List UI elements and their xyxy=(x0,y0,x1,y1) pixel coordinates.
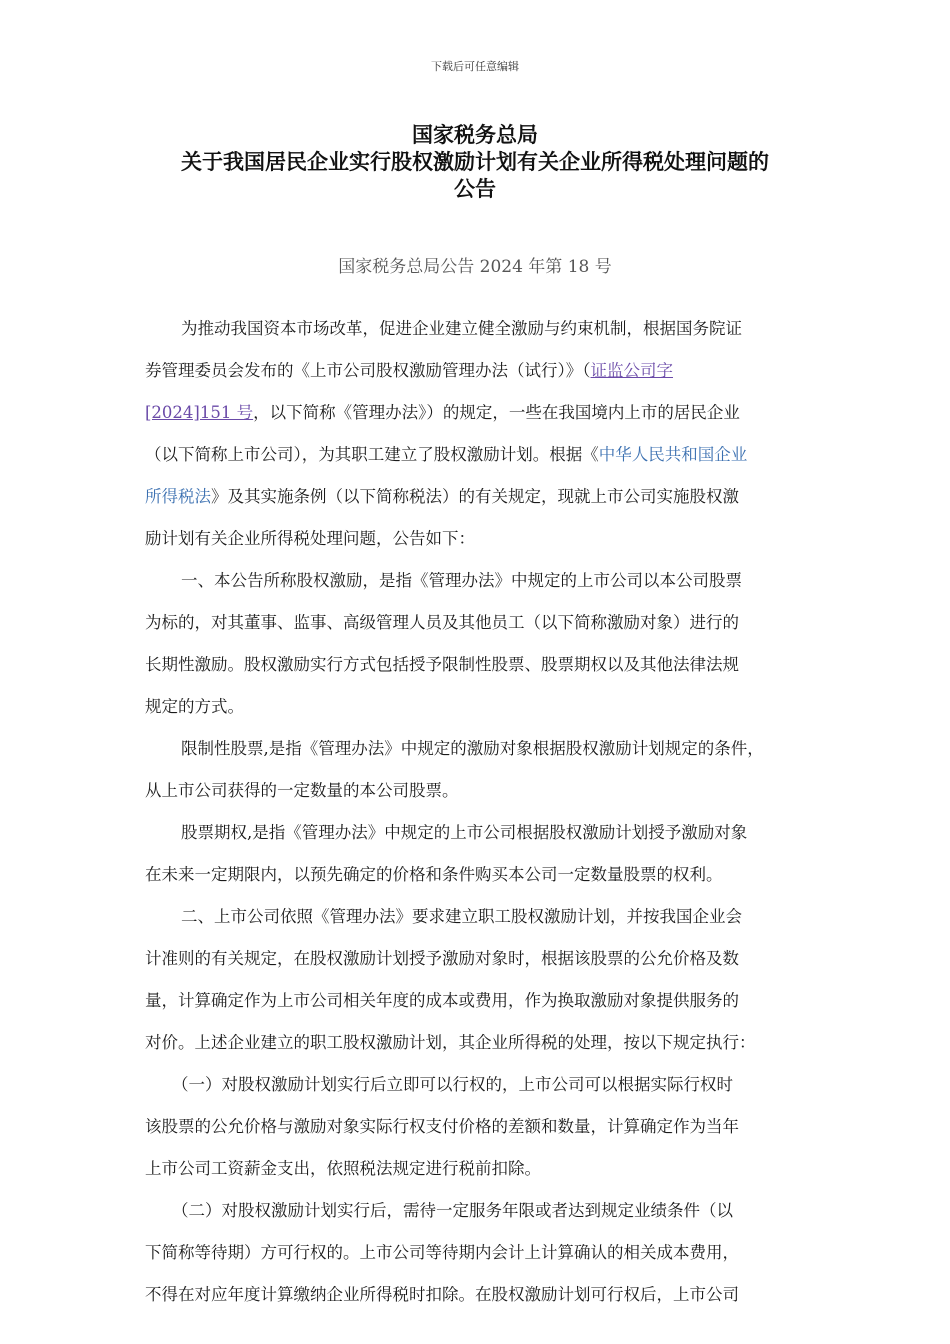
body-line: 该股票的公允价格与激励对象实际行权支付价格的差额和数量，计算确定作为当年 xyxy=(145,1117,739,1136)
body-line: 为标的，对其董事、监事、高级管理人员及其他员工（以下简称激励对象）进行的 xyxy=(145,613,739,632)
title-line-3: 公告 xyxy=(454,176,496,201)
body-line: （一）对股权激励计划实行后立即可以行权的，上市公司可以根据实际行权时 xyxy=(172,1075,733,1094)
body-line: 不得在对应年度计算缴纳企业所得税时扣除。在股权激励计划可行权后，上市公司 xyxy=(145,1285,739,1304)
body-line: 从上市公司获得的一定数量的本公司股票。 xyxy=(145,781,459,800)
body-line: 股票期权,是指《管理办法》中规定的上市公司根据股权激励计划授予激励对象 xyxy=(181,823,748,842)
body-line: 计准则的有关规定，在股权激励计划授予激励对象时，根据该股票的公允价格及数 xyxy=(145,949,739,968)
body-line: 量，计算确定作为上市公司相关年度的成本或费用，作为换取激励对象提供服务的 xyxy=(145,991,739,1010)
body-line: 规定的方式。 xyxy=(145,697,244,716)
body-line: （二）对股权激励计划实行后，需待一定服务年限或者达到规定业绩条件（以 xyxy=(172,1201,733,1220)
title-line-2: 关于我国居民企业实行股权激励计划有关企业所得税处理问题的 xyxy=(181,149,769,174)
body-line: 一、本公告所称股权激励，是指《管理办法》中规定的上市公司以本公司股票 xyxy=(181,571,742,590)
body-line: 为推动我国资本市场改革，促进企业建立健全激励与约束机制，根据国务院证 xyxy=(181,319,742,338)
announcement-number: 国家税务总局公告 2024 年第 18 号 xyxy=(338,257,612,277)
law-link[interactable]: 中华人民共和国企业 xyxy=(598,445,748,464)
regulation-link[interactable]: [2024]151 号 xyxy=(145,403,254,422)
body-text: （以下简称上市公司），为其职工建立了股权激励计划。根据《 xyxy=(145,445,599,464)
title-line-1: 国家税务总局 xyxy=(412,122,538,147)
body-line: 二、上市公司依照《管理办法》要求建立职工股权激励计划，并按我国企业会 xyxy=(181,907,742,926)
body-line: 上市公司工资薪金支出，依照税法规定进行税前扣除。 xyxy=(145,1159,541,1178)
body-line xyxy=(145,486,739,508)
body-text: 券管理委员会发布的《上市公司股权激励管理办法（试行）》（ xyxy=(145,361,591,380)
body-line xyxy=(145,360,673,382)
body-line: 对价。上述企业建立的职工股权激励计划，其企业所得税的处理，按以下规定执行： xyxy=(145,1033,756,1052)
body-line: 下简称等待期）方可行权的。上市公司等待期内会计上计算确认的相关成本费用， xyxy=(145,1243,739,1262)
body-line xyxy=(145,402,740,424)
body-line xyxy=(145,444,747,466)
body-line: 限制性股票,是指《管理办法》中规定的激励对象根据股权激励计划规定的条件， xyxy=(181,739,764,758)
body-text: 》及其实施条例（以下简称税法）的有关规定，现就上市公司实施股权激 xyxy=(211,487,739,506)
body-line: 在未来一定期限内，以预先确定的价格和条件购买本公司一定数量股票的权利。 xyxy=(145,865,723,884)
body-line: 励计划有关企业所得税处理问题，公告如下： xyxy=(145,529,475,548)
body-text: ，以下简称《管理办法》）的规定，一些在我国境内上市的居民企业 xyxy=(253,403,740,422)
regulation-link[interactable]: 证监公司字 xyxy=(590,361,673,380)
body-line: 长期性激励。股权激励实行方式包括授予限制性股票、股票期权以及其他法律法规 xyxy=(145,655,739,674)
header-note: 下载后可任意编辑 xyxy=(431,60,519,73)
law-link[interactable]: 所得税法 xyxy=(145,487,211,506)
